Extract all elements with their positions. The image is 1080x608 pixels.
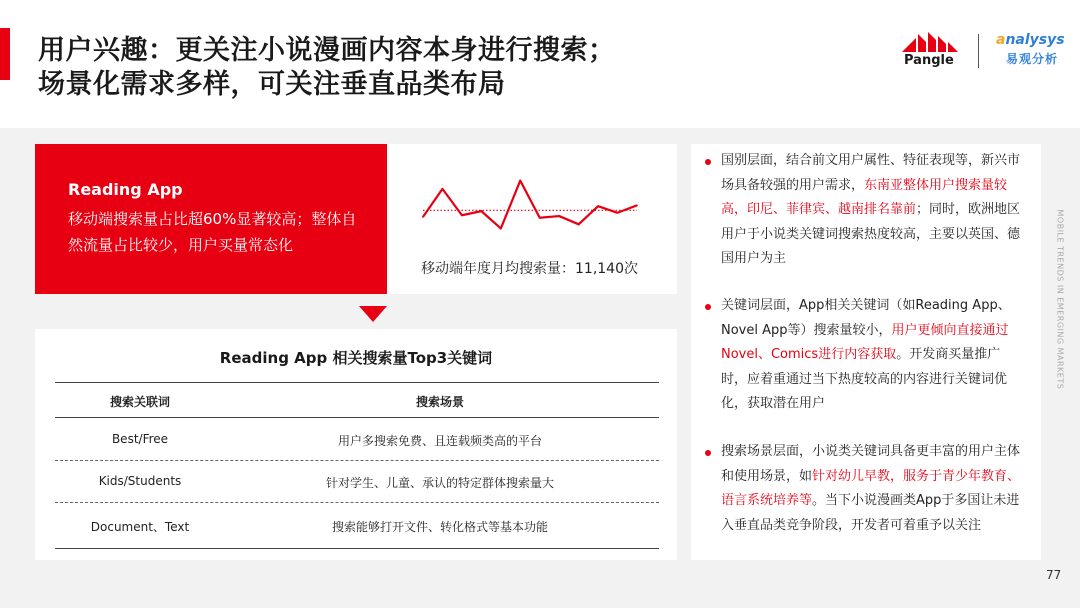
table-title: Reading App 相关搜索量Top3关键词 (219, 349, 493, 367)
side-label: MOBILE TRENDS IN EMERGING MARKETS (1055, 209, 1065, 390)
keyword-table (35, 329, 677, 560)
chart-point (500, 228, 502, 230)
chart-series-line (423, 181, 637, 229)
analysys-logo-cn: 易观分析 (1006, 52, 1059, 66)
table-row-divider (55, 460, 659, 461)
table-cell-keyword: Document、Text (90, 520, 190, 534)
insights-panel (691, 144, 1041, 560)
page-title-line1: 用户兴趣：更关注小说漫画内容本身进行搜索； (38, 35, 616, 66)
chart-point (539, 217, 541, 219)
chart-point (422, 216, 424, 218)
table-cell-keyword: Best/Free (111, 432, 169, 446)
chart-point (558, 215, 560, 217)
trend-chart-card (387, 144, 677, 294)
insight-paragraph: 搜索场景层面，小说类关键词具备更丰富的用户主体和使用场景，如针对幼儿早教，服务于青少年教育、语言系统培养等。当下小说漫画类App于多国让未进入垂直品类竞争阶段，开发者可着重予以关注 (721, 444, 1021, 533)
summary-card (35, 144, 387, 294)
bullet-icon (705, 304, 711, 310)
table-top-rule (55, 382, 659, 383)
table-cell-scenario: 针对学生、儿童、承认的特定群体搜索量大 (325, 476, 554, 490)
down-arrow-icon (359, 306, 387, 322)
analysys-logo (996, 32, 1072, 72)
table-header-rule (55, 417, 659, 418)
chart-point (578, 223, 580, 225)
insight-paragraph: 国别层面，结合前文用户属性、特征表现等，新兴市场具备较强的用户需求，东南亚整体用户搜索量较高，印尼、菲律宾、越南排名靠前；同时，欧洲地区用户于小说类关键词搜索热度较高，主要以英国、德国用户为主 (721, 153, 1021, 266)
title-accent-bar (0, 28, 10, 80)
bullet-icon (705, 450, 711, 456)
pangle-logo (898, 32, 962, 70)
chart-point (636, 204, 638, 206)
pangle-logo-text: Pangle (904, 53, 954, 68)
chart-point (480, 210, 482, 212)
table-row-divider (55, 502, 659, 503)
table-bottom-rule (55, 548, 659, 549)
summary-description: 移动端搜索量占比超60%显著较高；整体自然流量占比较少，用户买量常态化 (68, 210, 357, 254)
chart-point (597, 205, 599, 207)
trend-chart (387, 144, 677, 254)
table-cell-keyword: Kids/Students (98, 474, 182, 488)
chart-point (617, 212, 619, 214)
table-cell-scenario: 搜索能够打开文件、转化格式等基本功能 (331, 520, 548, 534)
summary-app-name: Reading App (68, 180, 183, 199)
table-header-keyword: 搜索关联词 (109, 395, 170, 409)
page-title-line2: 场景化需求多样，可关注垂直品类布局 (38, 69, 506, 100)
page-title (38, 34, 616, 102)
bullet-icon (705, 159, 711, 165)
chart-point (442, 188, 444, 190)
insight-paragraph: 关键词层面，App相关关键词（如Reading App、Novel App等）搜索量较小，用户更倾向直接通过Novel、Comics进行内容获取。开发商买量推广时，应着重通过当下热度较高的内容进行关键词优化，获取潜在用户 (721, 298, 1011, 411)
chart-point (519, 180, 521, 182)
logo-divider (978, 34, 979, 68)
chart-point (461, 214, 463, 216)
chart-caption: 移动端年度月均搜索量：11,140次 (421, 261, 638, 277)
pangle-mark-icon (902, 32, 958, 52)
table-cell-scenario: 用户多搜索免费、且连载频类高的平台 (337, 434, 542, 448)
table-header-scenario: 搜索场景 (415, 395, 464, 409)
analysys-logo-en: analysys (996, 32, 1065, 48)
page-number: 77 (1046, 568, 1062, 582)
